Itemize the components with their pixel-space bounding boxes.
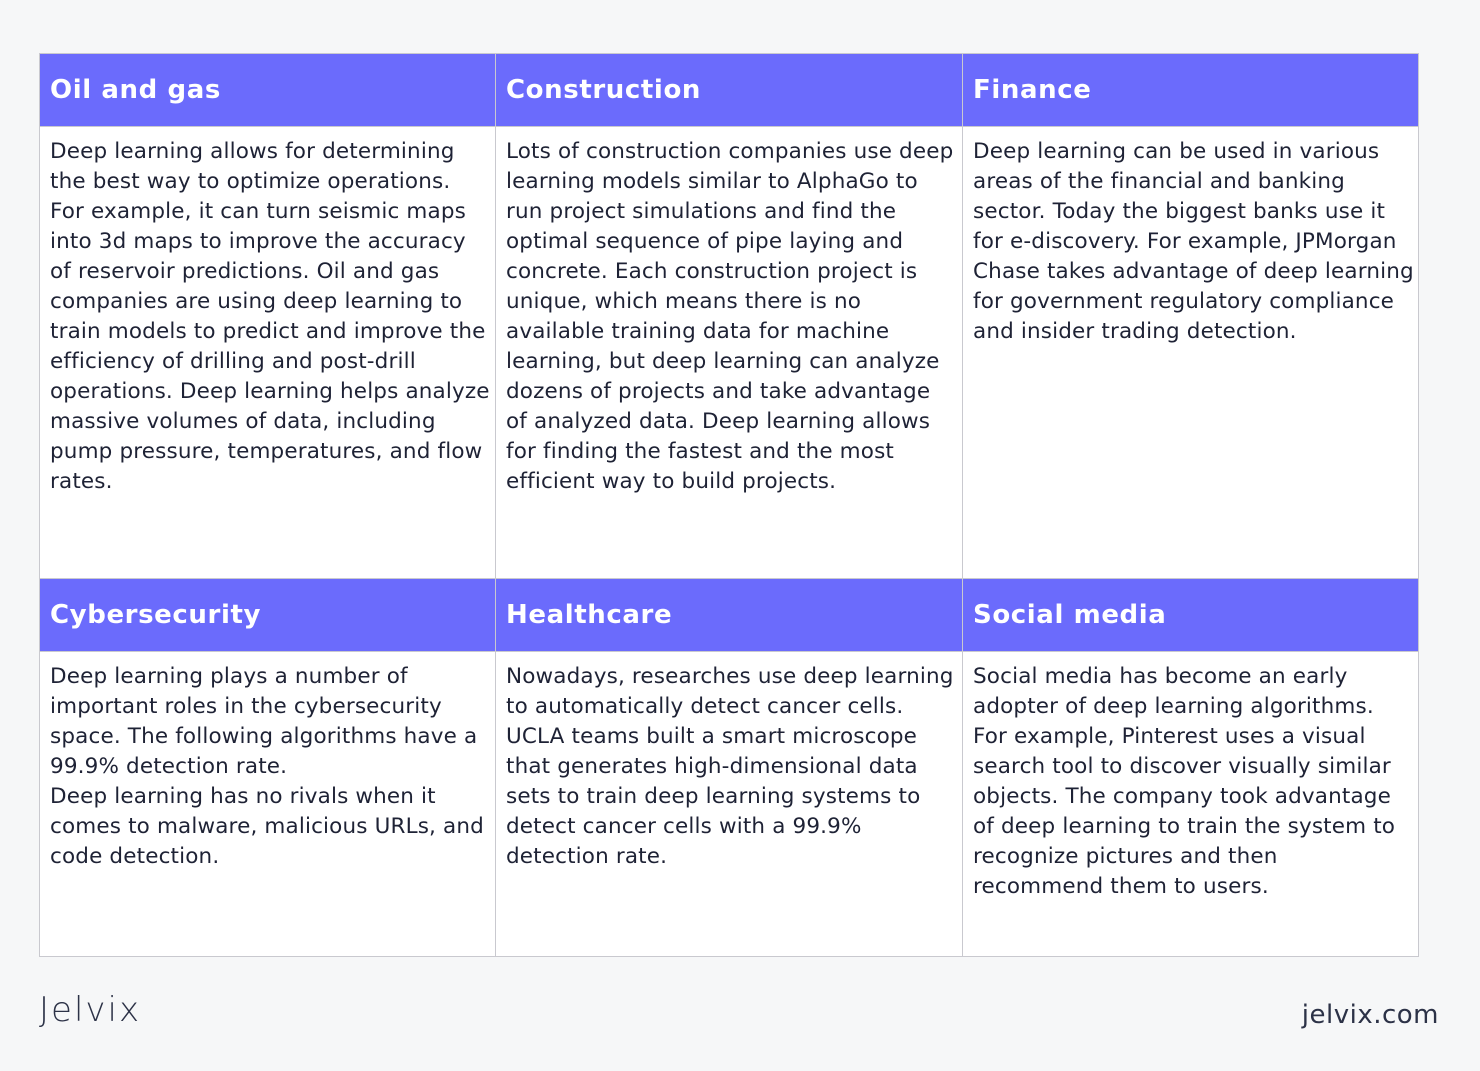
header-oil-and-gas: Oil and gas xyxy=(40,54,496,127)
header-finance: Finance xyxy=(963,54,1419,127)
header-construction: Construction xyxy=(496,54,963,127)
header-healthcare: Healthcare xyxy=(496,579,963,652)
header-row-2 xyxy=(40,579,1419,652)
footer-url: jelvix.com xyxy=(1301,1000,1439,1030)
jelvix-logo: Jelvix xyxy=(39,990,142,1030)
cell-finance: Deep learning can be used in various areas of the financial and banking sector. Today the biggest banks use it for e-discovery. For example, JPMorgan Chase takes advantage of deep learning for government regulatory compliance and insider trading detection. xyxy=(963,127,1419,579)
cell-social-media: Social media has become an early adopter of deep learning algorithms. For example, Pinterest uses a visual search tool to discover visually similar objects. The company took advantage of deep learning to train the system to recognize pictures and then recommend them to users. xyxy=(963,652,1419,957)
cell-healthcare: Nowadays, researches use deep learning to automatically detect cancer cells. UCLA teams built a smart microscope that generates high-dimensional data sets to train deep learning systems to detect cancer cells with a 99.9% detection rate. xyxy=(496,652,963,957)
cybersecurity-paragraph-2: Deep learning has no rivals when it comes to malware, malicious URLs, and code detection. xyxy=(50,784,484,869)
body-row-2 xyxy=(40,652,1419,957)
industries-table xyxy=(39,53,1419,957)
header-row-1 xyxy=(40,54,1419,127)
cell-oil-and-gas: Deep learning allows for determining the best way to optimize operations. For example, it can turn seismic maps into 3d maps to improve the accuracy of reservoir predictions. Oil and gas companies are using deep learning to train models to predict and improve the efficiency of drilling and post-drill operations. Deep learning helps analyze massive volumes of data, including pump pressure, temperatures, and flow rates. xyxy=(40,127,496,579)
body-row-1 xyxy=(40,127,1419,579)
header-social-media: Social media xyxy=(963,579,1419,652)
header-cybersecurity: Cybersecurity xyxy=(40,579,496,652)
cybersecurity-paragraph-1: Deep learning plays a number of important roles in the cybersecurity space. The following algorithms have a 99.9% detection rate. xyxy=(50,664,478,779)
cell-construction: Lots of construction companies use deep learning models similar to AlphaGo to run project simulations and find the optimal sequence of pipe laying and concrete. Each construction project is unique, which means there is no available training data for machine learning, but deep learning can analyze dozens of projects and take advantage of analyzed data. Deep learning allows for finding the fastest and the most efficient way to build projects. xyxy=(496,127,963,579)
cell-cybersecurity xyxy=(40,652,496,957)
